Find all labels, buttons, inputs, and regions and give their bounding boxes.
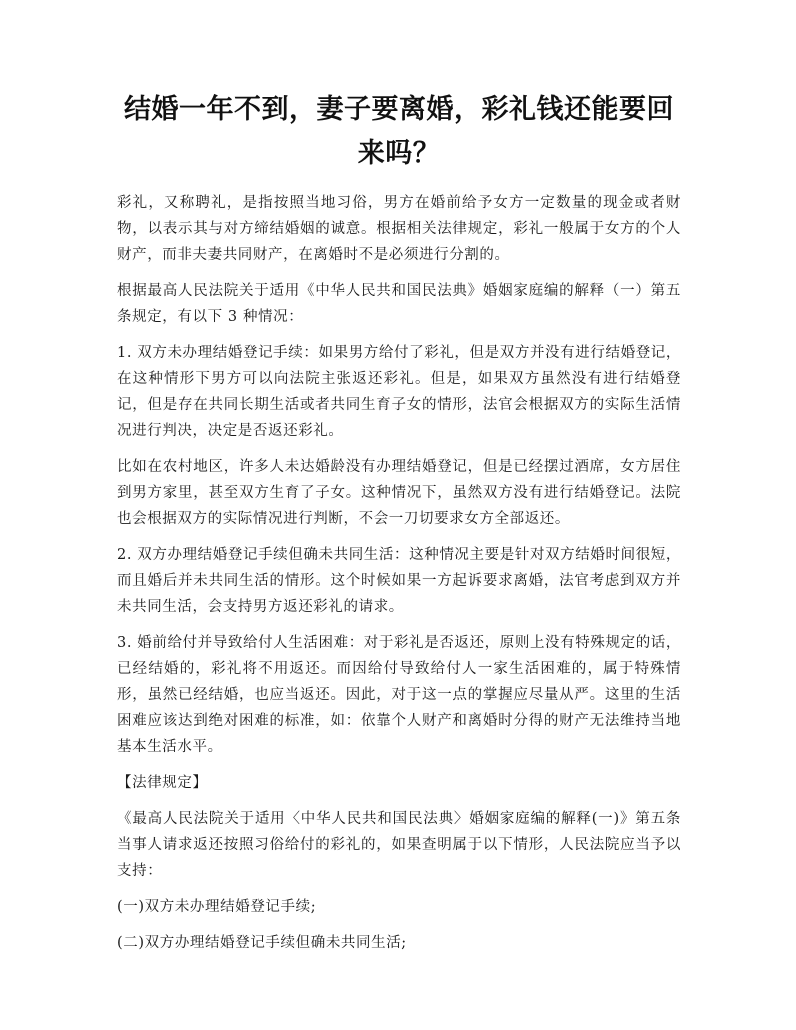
document-title: 结婚一年不到，妻子要离婚，彩礼钱还能要回来吗？ xyxy=(124,94,674,169)
paragraph-law-article: 《最高人民法院关于适用〈中华人民共和国民法典〉婚姻家庭编的解释(一)》第五条 当事人请求返还按照习俗给付的彩礼的，如果查明属于以下情形，人民法院应当予以支持： xyxy=(117,811,681,879)
paragraph-law-item-2: (二)双方办理结婚登记手续但确未共同生活; xyxy=(117,935,407,951)
document-page xyxy=(117,88,681,966)
paragraph-case-3: 3. 婚前给付并导致给付人生活困难：对于彩礼是否返还，原则上没有特殊规定的话，已经结婚的，彩礼将不用返还。而因给付导致给付人一家生活困难的，属于特殊情形，虽然已经结婚，也应当返还。因此，对于这一点的掌握应尽量从严。这里的生活困难应该达到绝对困难的标准，如：依靠个人财产和离婚时分得的财产无法维持当地基本生活水平。 xyxy=(117,635,681,755)
paragraph-example: 比如在农村地区，许多人未达婚龄没有办理结婚登记，但是已经摆过酒席，女方居住到男方家里，甚至双方生育了子女。这种情况下，虽然双方没有进行结婚登记。法院也会根据双方的实际情况进行判断，不会一刀切要求女方全部返还。 xyxy=(117,459,681,527)
section-heading-legal-provisions: 【法律规定】 xyxy=(117,775,208,791)
paragraph-legal-basis: 根据最高人民法院关于适用《中华人民共和国民法典》婚姻家庭编的解释（一）第五条规定，有以下 3 种情况： xyxy=(117,283,681,325)
paragraph-law-item-1: (一)双方未办理结婚登记手续; xyxy=(117,899,317,915)
paragraph-definition: 彩礼，又称聘礼，是指按照当地习俗，男方在婚前给予女方一定数量的现金或者财物，以表示其与对方缔结婚姻的诚意。根据相关法律规定，彩礼一般属于女方的个人财产，而非夫妻共同财产，在离婚时不是必须进行分割的。 xyxy=(117,195,681,263)
paragraph-case-2: 2. 双方办理结婚登记手续但确未共同生活：这种情况主要是针对双方结婚时间很短，而且婚后并未共同生活的情形。这个时候如果一方起诉要求离婚，法官考虑到双方并未共同生活，会支持男方返还彩礼的请求。 xyxy=(117,547,681,615)
paragraph-case-1: 1. 双方未办理结婚登记手续：如果男方给付了彩礼，但是双方并没有进行结婚登记，在这种情形下男方可以向法院主张返还彩礼。但是，如果双方虽然没有进行结婚登记，但是存在共同长期生活或者共同生育子女的情形，法官会根据双方的实际生活情况进行判决，决定是否返还彩礼。 xyxy=(117,345,681,439)
